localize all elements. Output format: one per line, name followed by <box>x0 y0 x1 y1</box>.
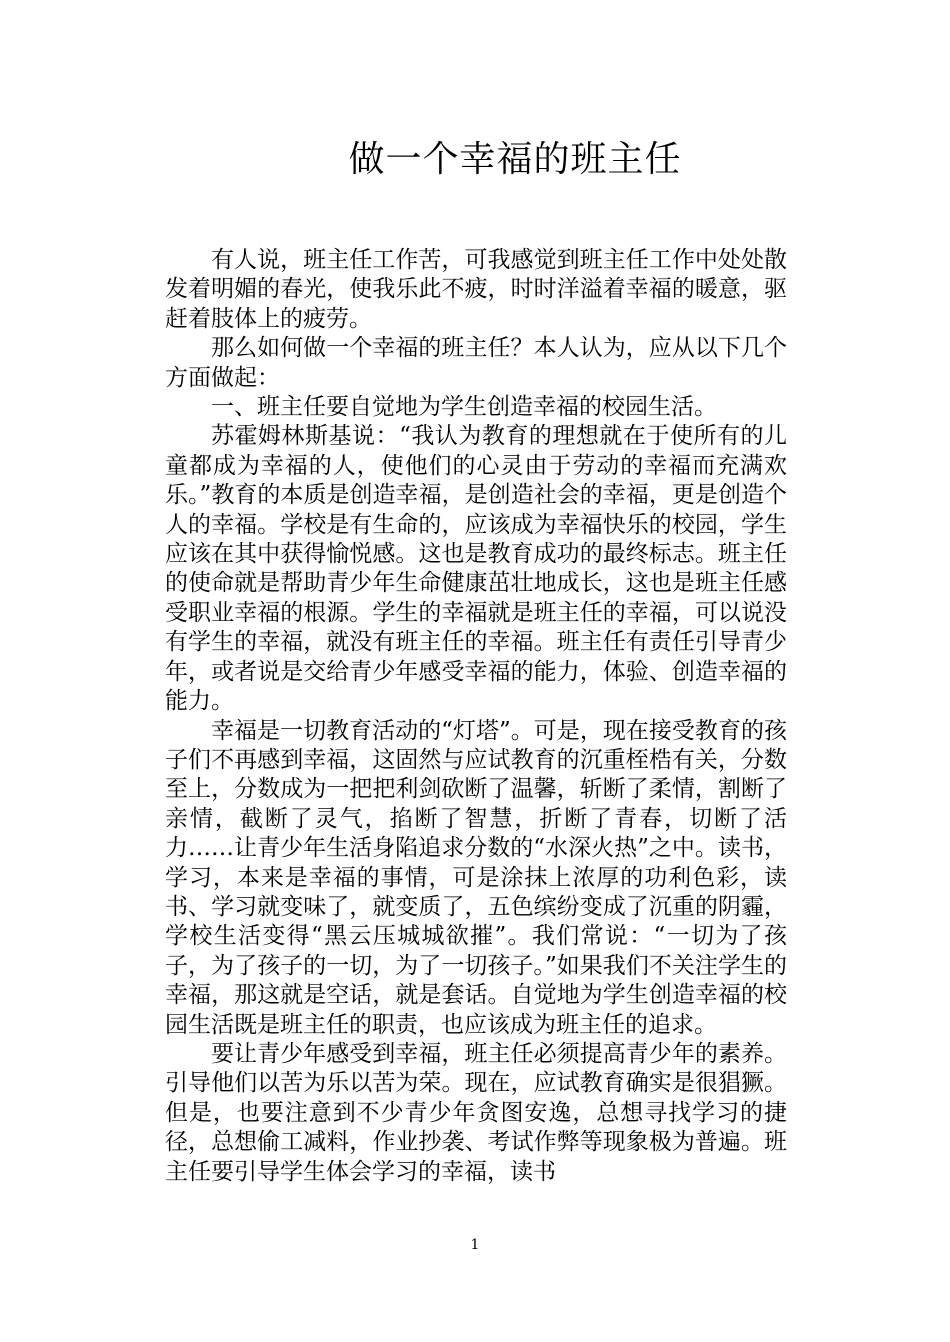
page-number: 1 <box>470 1237 480 1253</box>
section-heading-1: 一、班主任要自觉地为学生创造幸福的校园生活。 <box>211 394 717 421</box>
paragraph-suhomlinsky: 苏霍姆林斯基说：“我认为教育的理想就在于使所有的儿童都成为幸福的人，使他们的心灵由于劳动的幸福而充满欢乐。”教育的本质是创造幸福，是创造社会的幸福，更是创造个人的幸福。学校是有生命的，应该成为幸福快乐的校园，学生应该在其中获得愉悦感。这也是教育成功的最终标志。班主任的使命就是帮助青少年生命健康茁壮地成长，这也是班主任感受职业幸福的根源。学生的幸福就是班主任的幸福，可以说没有学生的幸福，就没有班主任的幸福。班主任有责任引导青少年，或者说是交给青少年感受幸福的能力，体验、创造幸福的能力。 <box>165 423 787 715</box>
paragraph-quality: 要让青少年感受到幸福，班主任必须提高青少年的素养。引导他们以苦为乐以苦为荣。现在，应试教育确实是很猖獗。但是，也要注意到不少青少年贪图安逸，总想寻找学习的捷径，总想偷工减料，作业抄袭、考试作弊等现象极为普遍。班主任要引导学生体会学习的幸福，读书 <box>165 1040 787 1185</box>
document-title: 做一个幸福的班主任 <box>348 139 682 180</box>
document-body <box>165 246 787 1187</box>
paragraph-intro: 有人说，班主任工作苦，可我感觉到班主任工作中处处散发着明媚的春光，使我乐此不疲，时时洋溢着幸福的暖意，驱赶着肢体上的疲劳。 <box>165 247 787 332</box>
paragraph-question: 那么如何做一个幸福的班主任？本人认为，应从以下几个方面做起： <box>165 335 787 391</box>
paragraph-lighthouse: 幸福是一切教育活动的“灯塔”。可是，现在接受教育的孩子们不再感到幸福，这固然与应试教育的沉重桎梏有关，分数至上，分数成为一把把利剑砍断了温馨，斩断了柔情，割断了亲情，截断了灵气，掐断了智慧，折断了青春，切断了活力……让青少年生活身陷追求分数的“水深火热”之中。读书，学习，本来是幸福的事情，可是涂抹上浓厚的功利色彩，读书、学习就变味了，就变质了，五色缤纷变成了沉重的阴霾，学校生活变得“黑云压城城欲摧”。我们常说：“一切为了孩子，为了孩子的一切，为了一切孩子。”如果我们不关注学生的幸福，那这就是空话，就是套话。自觉地为学生创造幸福的校园生活既是班主任的职责，也应该成为班主任的追求。 <box>165 717 787 1038</box>
